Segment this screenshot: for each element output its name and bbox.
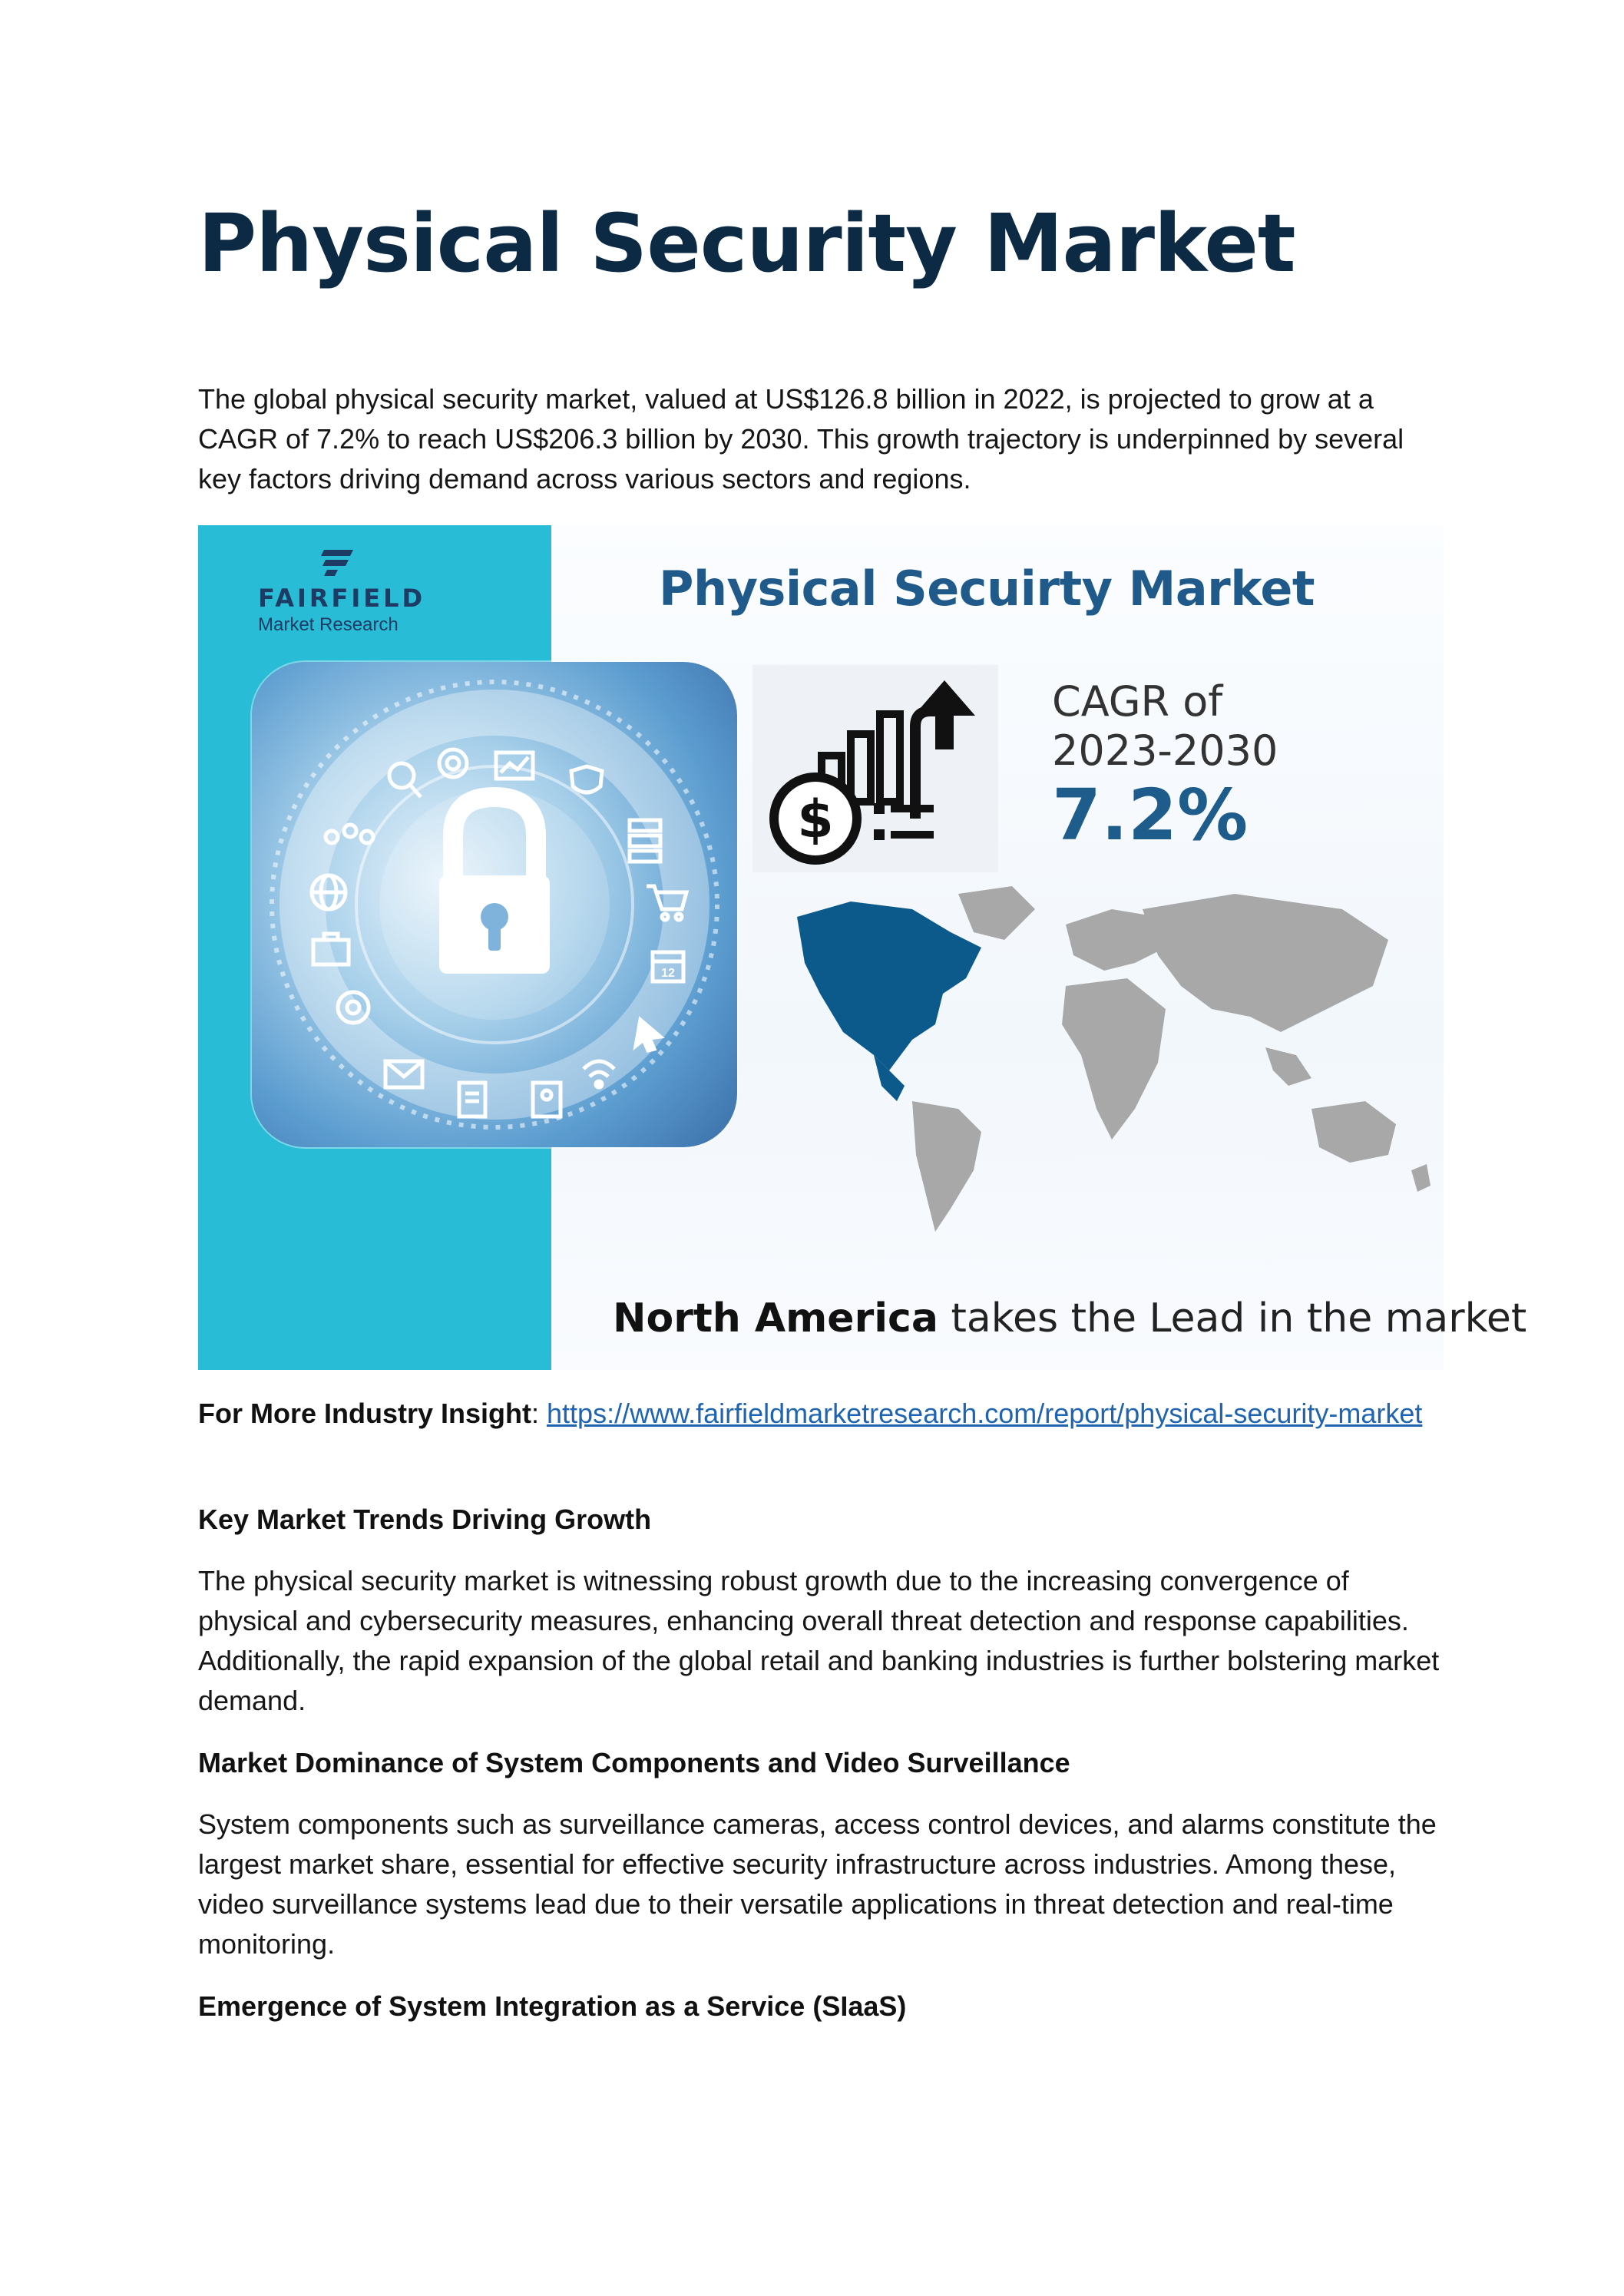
insight-link[interactable]: https://www.fairfieldmarketresearch.com/report/physical-security-market (547, 1398, 1423, 1429)
cagr-years: 2023-2030 (1052, 726, 1278, 775)
infographic-title: Physical Secuirty Market (659, 561, 1315, 617)
brand-logo (258, 547, 426, 635)
section-heading-trends: Key Market Trends Driving Growth (198, 1504, 652, 1535)
brand-mark-icon (318, 547, 356, 577)
calendar-day: 12 (661, 967, 675, 980)
cagr-label: CAGR of (1052, 677, 1223, 726)
section-heading-dominance: Market Dominance of System Components and Video Surveillance (198, 1747, 1070, 1778)
world-map (759, 878, 1434, 1239)
section-body-trends: The physical security market is witnessing robust growth due to the increasing convergence of physical and cybersecurity measures, enhancing overall threat detection and response capabilities. Additionally, the rapid expansion of the global retail and banking industries is further bolstering market demand. (198, 1565, 1440, 1716)
insight-line (198, 1394, 1442, 1434)
brand-name: FAIRFIELD (258, 584, 426, 613)
brand-subtitle: Market Research (258, 614, 399, 635)
insight-label: For More Industry Insight (198, 1398, 532, 1429)
money-growth-icon (752, 665, 998, 872)
document-title: Physical Security Market (198, 197, 1295, 290)
intro-paragraph: The global physical security market, valued at US$126.8 billion in 2022, is projected to grow at a CAGR of 7.2% to reach US$206.3 billion by 2030. This growth trajectory is underpinned by several key factors driving demand across various sectors and regions. (198, 383, 1404, 495)
infographic-footer (613, 1293, 1526, 1344)
globe-icon (312, 875, 346, 909)
search-icon (389, 763, 421, 797)
lock-illustration (252, 662, 737, 1147)
footer-region: North America (613, 1295, 938, 1342)
section-heading-siaas: Emergence of System Integration as a Service (SIaaS) (198, 1990, 907, 2022)
infographic (198, 525, 1527, 1370)
insight-separator: : (531, 1398, 547, 1429)
section-body-dominance: System components such as surveillance cameras, access control devices, and alarms constitute the largest market share, essential for effective security infrastructure across industries. Among these, video surveillance systems lead due to their versatile applications in threat detection and real-time monitoring. (198, 1808, 1437, 1960)
shield-icon (571, 766, 602, 792)
cagr-value: 7.2% (1052, 774, 1249, 856)
svg-text:$: $ (797, 789, 834, 850)
footer-text: takes the Lead in the market (938, 1295, 1527, 1342)
